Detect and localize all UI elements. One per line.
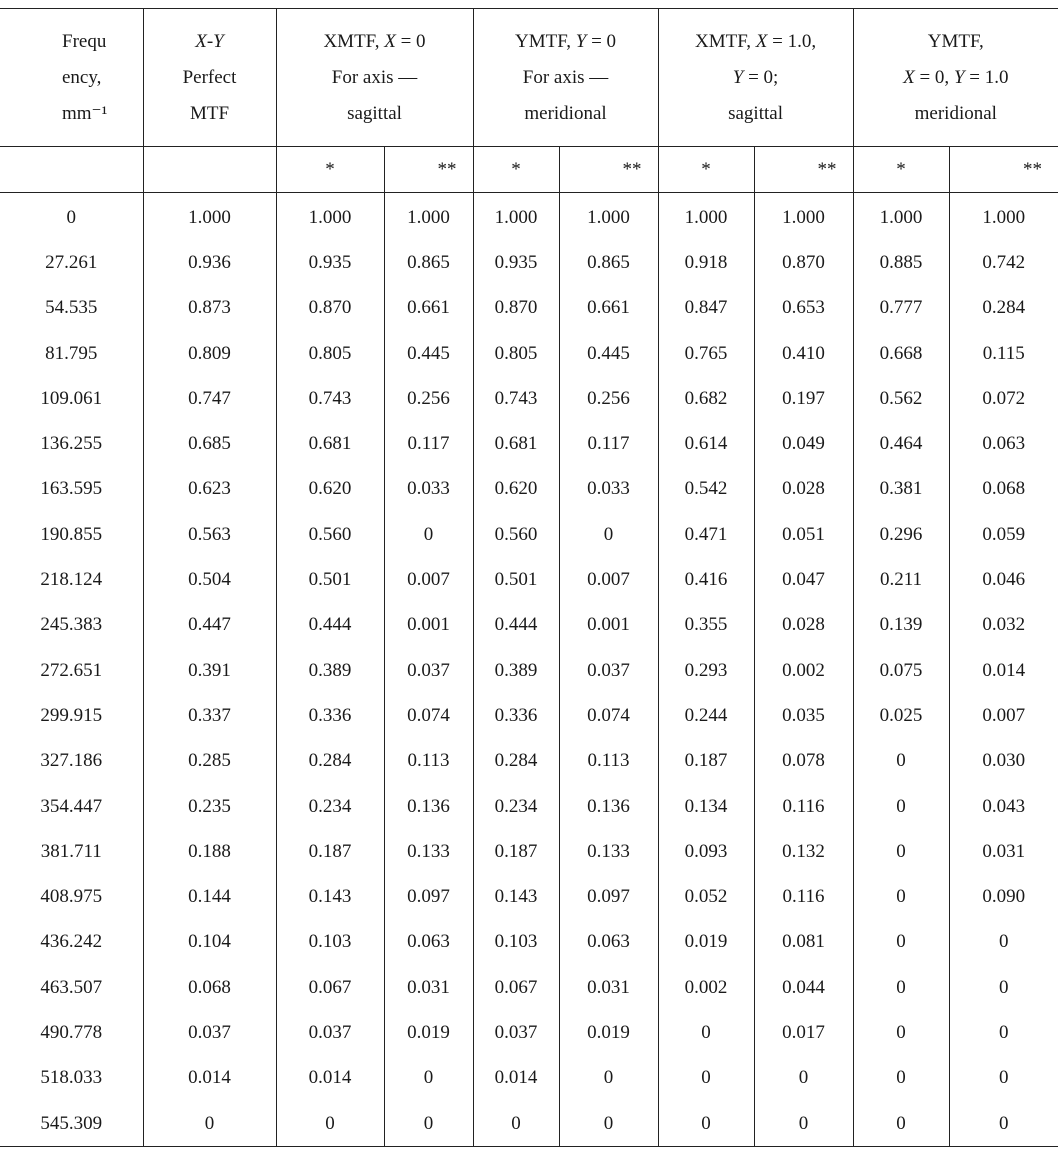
mtf-value-cell: 0.742 bbox=[949, 240, 1058, 285]
table-row bbox=[0, 512, 1058, 557]
mtf-value-cell: 0.285 bbox=[143, 739, 276, 784]
mtf-value-cell: 0.037 bbox=[143, 1010, 276, 1055]
mtf-value-cell: 0.743 bbox=[473, 376, 559, 421]
mtf-value-cell: 0.068 bbox=[949, 467, 1058, 512]
mtf-value-cell: 0.885 bbox=[853, 240, 949, 285]
mtf-value-cell: 0.019 bbox=[658, 920, 754, 965]
mtf-value-cell: 0.001 bbox=[559, 603, 658, 648]
mtf-value-cell: 0.873 bbox=[143, 286, 276, 331]
mtf-value-cell: 0.445 bbox=[384, 331, 473, 376]
frequency-cell: 27.261 bbox=[45, 251, 98, 273]
mtf-value-cell: 0.028 bbox=[754, 467, 853, 512]
mtf-value-cell: 0.668 bbox=[853, 331, 949, 376]
mtf-value-cell: 0.063 bbox=[384, 920, 473, 965]
mtf-value-cell: 1.000 bbox=[949, 193, 1058, 241]
mtf-value-cell: 0.063 bbox=[949, 421, 1058, 466]
frequency-cell: 408.975 bbox=[40, 886, 103, 908]
mtf-value-cell: 0 bbox=[853, 920, 949, 965]
mtf-value-cell: 0 bbox=[853, 1056, 949, 1101]
frequency-cell: 0 bbox=[66, 206, 76, 228]
mtf-value-cell: 0 bbox=[384, 512, 473, 557]
mtf-value-cell: 0.296 bbox=[853, 512, 949, 557]
table-row bbox=[0, 421, 1058, 466]
table-row bbox=[0, 784, 1058, 829]
mtf-value-cell: 0.063 bbox=[559, 920, 658, 965]
mtf-value-cell: 1.000 bbox=[143, 193, 276, 241]
mtf-value-cell: 0.284 bbox=[949, 286, 1058, 331]
mtf-value-cell: 0.188 bbox=[143, 829, 276, 874]
mtf-value-cell: 0.081 bbox=[754, 920, 853, 965]
mtf-value-cell: 0.037 bbox=[559, 648, 658, 693]
header-ymtf-axis: YMTF, Y = 0 For axis — meridional bbox=[473, 9, 658, 147]
mtf-value-cell: 0.847 bbox=[658, 286, 754, 331]
mtf-value-cell: 0.870 bbox=[754, 240, 853, 285]
mtf-value-cell: 0.865 bbox=[384, 240, 473, 285]
mtf-value-cell: 0 bbox=[658, 1101, 754, 1147]
subheader-double-star: ** bbox=[559, 147, 658, 193]
mtf-value-cell: 0.187 bbox=[473, 829, 559, 874]
mtf-value-cell: 0.284 bbox=[473, 739, 559, 784]
mtf-value-cell: 0.336 bbox=[473, 693, 559, 738]
mtf-value-cell: 0 bbox=[949, 920, 1058, 965]
mtf-value-cell: 0.389 bbox=[276, 648, 384, 693]
mtf-value-cell: 0.043 bbox=[949, 784, 1058, 829]
subheader-star: * bbox=[473, 147, 559, 193]
mtf-value-cell: 0.044 bbox=[754, 965, 853, 1010]
mtf-value-cell: 0.031 bbox=[384, 965, 473, 1010]
header-perfect-mtf: X-Y Perfect MTF bbox=[143, 9, 276, 147]
mtf-value-cell: 0.870 bbox=[473, 286, 559, 331]
subheader-empty bbox=[0, 147, 143, 193]
mtf-value-cell: 0.025 bbox=[853, 693, 949, 738]
table-row bbox=[0, 920, 1058, 965]
mtf-value-cell: 0.623 bbox=[143, 467, 276, 512]
mtf-value-cell: 0.235 bbox=[143, 784, 276, 829]
mtf-value-cell: 0.068 bbox=[143, 965, 276, 1010]
mtf-value-cell: 0.037 bbox=[384, 648, 473, 693]
table-row bbox=[0, 193, 1058, 241]
mtf-value-cell: 0 bbox=[384, 1101, 473, 1147]
mtf-value-cell: 0.447 bbox=[143, 603, 276, 648]
mtf-value-cell: 0.014 bbox=[276, 1056, 384, 1101]
mtf-value-cell: 0 bbox=[559, 1056, 658, 1101]
mtf-value-cell: 0 bbox=[559, 512, 658, 557]
table-row bbox=[0, 874, 1058, 919]
mtf-value-cell: 0.097 bbox=[559, 874, 658, 919]
table-body bbox=[0, 193, 1058, 1147]
mtf-value-cell: 0.136 bbox=[384, 784, 473, 829]
mtf-value-cell: 0.030 bbox=[949, 739, 1058, 784]
mtf-value-cell: 0.103 bbox=[473, 920, 559, 965]
table-row bbox=[0, 965, 1058, 1010]
mtf-value-cell: 0.805 bbox=[276, 331, 384, 376]
mtf-value-cell: 0.033 bbox=[559, 467, 658, 512]
frequency-cell: 81.795 bbox=[45, 342, 98, 364]
mtf-value-cell: 0.007 bbox=[559, 557, 658, 602]
subheader-star: * bbox=[853, 147, 949, 193]
mtf-value-cell: 0.117 bbox=[384, 421, 473, 466]
mtf-value-cell: 0 bbox=[143, 1101, 276, 1147]
mtf-value-cell: 0.113 bbox=[384, 739, 473, 784]
mtf-value-cell: 1.000 bbox=[754, 193, 853, 241]
mtf-value-cell: 0.007 bbox=[949, 693, 1058, 738]
mtf-value-cell: 0 bbox=[754, 1056, 853, 1101]
mtf-value-cell: 0.103 bbox=[276, 920, 384, 965]
mtf-value-cell: 0.187 bbox=[658, 739, 754, 784]
mtf-value-cell: 0 bbox=[384, 1056, 473, 1101]
mtf-value-cell: 0.416 bbox=[658, 557, 754, 602]
mtf-value-cell: 0.560 bbox=[276, 512, 384, 557]
mtf-value-cell: 0.743 bbox=[276, 376, 384, 421]
table-row bbox=[0, 240, 1058, 285]
table-row bbox=[0, 1056, 1058, 1101]
mtf-value-cell: 0.234 bbox=[473, 784, 559, 829]
frequency-cell: 136.255 bbox=[40, 433, 103, 455]
mtf-table bbox=[0, 8, 1058, 1147]
mtf-value-cell: 0.139 bbox=[853, 603, 949, 648]
mtf-value-cell: 0.918 bbox=[658, 240, 754, 285]
mtf-value-cell: 0.116 bbox=[754, 874, 853, 919]
mtf-value-cell: 0.001 bbox=[384, 603, 473, 648]
table-row bbox=[0, 557, 1058, 602]
mtf-value-cell: 0 bbox=[949, 965, 1058, 1010]
mtf-value-cell: 0.144 bbox=[143, 874, 276, 919]
mtf-value-cell: 0.059 bbox=[949, 512, 1058, 557]
mtf-value-cell: 0.037 bbox=[473, 1010, 559, 1055]
mtf-value-cell: 0.777 bbox=[853, 286, 949, 331]
mtf-value-cell: 0.136 bbox=[559, 784, 658, 829]
frequency-cell: 190.855 bbox=[40, 523, 103, 545]
mtf-value-cell: 0.935 bbox=[276, 240, 384, 285]
mtf-value-cell: 0.685 bbox=[143, 421, 276, 466]
header-row bbox=[0, 9, 1058, 147]
frequency-cell: 518.033 bbox=[40, 1067, 103, 1089]
mtf-value-cell: 0.747 bbox=[143, 376, 276, 421]
mtf-value-cell: 0.355 bbox=[658, 603, 754, 648]
frequency-cell: 109.061 bbox=[40, 387, 103, 409]
mtf-value-cell: 0.542 bbox=[658, 467, 754, 512]
mtf-value-cell: 1.000 bbox=[384, 193, 473, 241]
mtf-value-cell: 0.865 bbox=[559, 240, 658, 285]
mtf-value-cell: 0.117 bbox=[559, 421, 658, 466]
table-row bbox=[0, 739, 1058, 784]
mtf-value-cell: 0.389 bbox=[473, 648, 559, 693]
mtf-value-cell: 0.256 bbox=[559, 376, 658, 421]
frequency-cell: 327.186 bbox=[40, 750, 103, 772]
mtf-value-cell: 0.075 bbox=[853, 648, 949, 693]
mtf-value-cell: 0.090 bbox=[949, 874, 1058, 919]
subheader-star: * bbox=[658, 147, 754, 193]
mtf-value-cell: 0.935 bbox=[473, 240, 559, 285]
frequency-cell: 272.651 bbox=[40, 659, 103, 681]
mtf-value-cell: 0.337 bbox=[143, 693, 276, 738]
mtf-value-cell: 0.653 bbox=[754, 286, 853, 331]
mtf-value-cell: 0.046 bbox=[949, 557, 1058, 602]
mtf-value-cell: 1.000 bbox=[276, 193, 384, 241]
mtf-value-cell: 0 bbox=[658, 1056, 754, 1101]
table-row bbox=[0, 1101, 1058, 1147]
mtf-value-cell: 0.256 bbox=[384, 376, 473, 421]
mtf-value-cell: 0.133 bbox=[384, 829, 473, 874]
mtf-value-cell: 0 bbox=[853, 965, 949, 1010]
mtf-value-cell: 0.019 bbox=[559, 1010, 658, 1055]
mtf-value-cell: 0.007 bbox=[384, 557, 473, 602]
mtf-value-cell: 0.391 bbox=[143, 648, 276, 693]
table-row bbox=[0, 331, 1058, 376]
mtf-value-cell: 0 bbox=[853, 1010, 949, 1055]
mtf-value-cell: 0.047 bbox=[754, 557, 853, 602]
mtf-value-cell: 0.116 bbox=[754, 784, 853, 829]
frequency-cell: 54.535 bbox=[45, 297, 98, 319]
mtf-value-cell: 0.560 bbox=[473, 512, 559, 557]
header-frequency: Frequ ency, mm⁻¹ bbox=[0, 9, 143, 147]
mtf-value-cell: 0.074 bbox=[384, 693, 473, 738]
table-row bbox=[0, 376, 1058, 421]
mtf-value-cell: 0.133 bbox=[559, 829, 658, 874]
mtf-value-cell: 0.074 bbox=[559, 693, 658, 738]
table-row bbox=[0, 467, 1058, 512]
mtf-value-cell: 0.501 bbox=[473, 557, 559, 602]
mtf-value-cell: 0 bbox=[949, 1101, 1058, 1147]
frequency-cell: 490.778 bbox=[40, 1021, 103, 1043]
mtf-value-cell: 1.000 bbox=[473, 193, 559, 241]
mtf-value-cell: 0 bbox=[473, 1101, 559, 1147]
mtf-value-cell: 0.620 bbox=[276, 467, 384, 512]
mtf-value-cell: 0 bbox=[754, 1101, 853, 1147]
mtf-value-cell: 0.097 bbox=[384, 874, 473, 919]
mtf-value-cell: 0.078 bbox=[754, 739, 853, 784]
mtf-value-cell: 0.132 bbox=[754, 829, 853, 874]
frequency-cell: 299.915 bbox=[40, 704, 103, 726]
mtf-value-cell: 0.681 bbox=[473, 421, 559, 466]
mtf-value-cell: 0.067 bbox=[276, 965, 384, 1010]
mtf-value-cell: 0.805 bbox=[473, 331, 559, 376]
mtf-value-cell: 0.143 bbox=[473, 874, 559, 919]
header-ymtf-offaxis: YMTF, X = 0, Y = 1.0 meridional bbox=[853, 9, 1058, 147]
mtf-value-cell: 0.019 bbox=[384, 1010, 473, 1055]
mtf-value-cell: 0.072 bbox=[949, 376, 1058, 421]
subheader-star: * bbox=[276, 147, 384, 193]
mtf-value-cell: 0.936 bbox=[143, 240, 276, 285]
mtf-value-cell: 0 bbox=[276, 1101, 384, 1147]
table-row bbox=[0, 603, 1058, 648]
mtf-value-cell: 0.661 bbox=[559, 286, 658, 331]
mtf-value-cell: 0.445 bbox=[559, 331, 658, 376]
mtf-value-cell: 0 bbox=[949, 1056, 1058, 1101]
mtf-value-cell: 0.187 bbox=[276, 829, 384, 874]
frequency-cell: 218.124 bbox=[40, 569, 103, 591]
mtf-value-cell: 0 bbox=[658, 1010, 754, 1055]
mtf-value-cell: 0.093 bbox=[658, 829, 754, 874]
mtf-value-cell: 0 bbox=[853, 829, 949, 874]
mtf-value-cell: 0.211 bbox=[853, 557, 949, 602]
subheader-empty bbox=[143, 147, 276, 193]
mtf-value-cell: 0.032 bbox=[949, 603, 1058, 648]
mtf-value-cell: 0.014 bbox=[143, 1056, 276, 1101]
mtf-value-cell: 0.067 bbox=[473, 965, 559, 1010]
mtf-value-cell: 0.031 bbox=[559, 965, 658, 1010]
mtf-value-cell: 0.562 bbox=[853, 376, 949, 421]
mtf-value-cell: 0.035 bbox=[754, 693, 853, 738]
subheader-double-star: ** bbox=[754, 147, 853, 193]
mtf-value-cell: 1.000 bbox=[559, 193, 658, 241]
mtf-value-cell: 0.033 bbox=[384, 467, 473, 512]
table-row bbox=[0, 829, 1058, 874]
mtf-value-cell: 0.002 bbox=[658, 965, 754, 1010]
mtf-value-cell: 0.115 bbox=[949, 331, 1058, 376]
mtf-value-cell: 0.563 bbox=[143, 512, 276, 557]
subheader-double-star: ** bbox=[949, 147, 1058, 193]
mtf-value-cell: 0.870 bbox=[276, 286, 384, 331]
mtf-value-cell: 0.444 bbox=[276, 603, 384, 648]
mtf-value-cell: 0.197 bbox=[754, 376, 853, 421]
mtf-value-cell: 0.014 bbox=[949, 648, 1058, 693]
mtf-value-cell: 0.244 bbox=[658, 693, 754, 738]
subheader-double-star: ** bbox=[384, 147, 473, 193]
table-row bbox=[0, 1010, 1058, 1055]
mtf-value-cell: 0.052 bbox=[658, 874, 754, 919]
mtf-value-cell: 0.809 bbox=[143, 331, 276, 376]
mtf-value-cell: 0 bbox=[853, 1101, 949, 1147]
mtf-value-cell: 0.113 bbox=[559, 739, 658, 784]
frequency-cell: 245.383 bbox=[40, 614, 103, 636]
mtf-value-cell: 0 bbox=[949, 1010, 1058, 1055]
mtf-value-cell: 0.284 bbox=[276, 739, 384, 784]
mtf-value-cell: 0.381 bbox=[853, 467, 949, 512]
mtf-value-cell: 0.143 bbox=[276, 874, 384, 919]
table-row bbox=[0, 693, 1058, 738]
mtf-value-cell: 0.134 bbox=[658, 784, 754, 829]
mtf-value-cell: 1.000 bbox=[853, 193, 949, 241]
mtf-value-cell: 0.501 bbox=[276, 557, 384, 602]
mtf-value-cell: 0.031 bbox=[949, 829, 1058, 874]
mtf-value-cell: 0 bbox=[559, 1101, 658, 1147]
mtf-value-cell: 0.051 bbox=[754, 512, 853, 557]
frequency-cell: 381.711 bbox=[40, 840, 102, 862]
mtf-value-cell: 0.336 bbox=[276, 693, 384, 738]
mtf-value-cell: 0.104 bbox=[143, 920, 276, 965]
mtf-value-cell: 0.464 bbox=[853, 421, 949, 466]
frequency-cell: 163.595 bbox=[40, 478, 103, 500]
mtf-value-cell: 0.037 bbox=[276, 1010, 384, 1055]
table-row bbox=[0, 648, 1058, 693]
mtf-value-cell: 0.028 bbox=[754, 603, 853, 648]
mtf-value-cell: 0.661 bbox=[384, 286, 473, 331]
frequency-cell: 545.309 bbox=[0, 1101, 143, 1147]
mtf-value-cell: 0.614 bbox=[658, 421, 754, 466]
mtf-value-cell: 0.049 bbox=[754, 421, 853, 466]
mtf-value-cell: 0.293 bbox=[658, 648, 754, 693]
frequency-cell: 463.507 bbox=[40, 976, 103, 998]
mtf-value-cell: 0.504 bbox=[143, 557, 276, 602]
frequency-cell: 354.447 bbox=[40, 795, 103, 817]
mtf-value-cell: 0.620 bbox=[473, 467, 559, 512]
header-xmtf-axis: XMTF, X = 0 For axis — sagittal bbox=[276, 9, 473, 147]
mtf-value-cell: 0.002 bbox=[754, 648, 853, 693]
mtf-value-cell: 0 bbox=[853, 739, 949, 784]
mtf-value-cell: 1.000 bbox=[658, 193, 754, 241]
mtf-value-cell: 0 bbox=[853, 874, 949, 919]
mtf-value-cell: 0.681 bbox=[276, 421, 384, 466]
header-xmtf-offaxis: XMTF, X = 1.0, Y = 0; sagittal bbox=[658, 9, 853, 147]
mtf-value-cell: 0.234 bbox=[276, 784, 384, 829]
mtf-value-cell: 0.014 bbox=[473, 1056, 559, 1101]
mtf-value-cell: 0.410 bbox=[754, 331, 853, 376]
mtf-value-cell: 0.471 bbox=[658, 512, 754, 557]
mtf-value-cell: 0 bbox=[853, 784, 949, 829]
subheader-row bbox=[0, 147, 1058, 193]
mtf-value-cell: 0.444 bbox=[473, 603, 559, 648]
frequency-cell: 436.242 bbox=[40, 931, 103, 953]
mtf-value-cell: 0.017 bbox=[754, 1010, 853, 1055]
mtf-value-cell: 0.765 bbox=[658, 331, 754, 376]
mtf-value-cell: 0.682 bbox=[658, 376, 754, 421]
table-row bbox=[0, 286, 1058, 331]
